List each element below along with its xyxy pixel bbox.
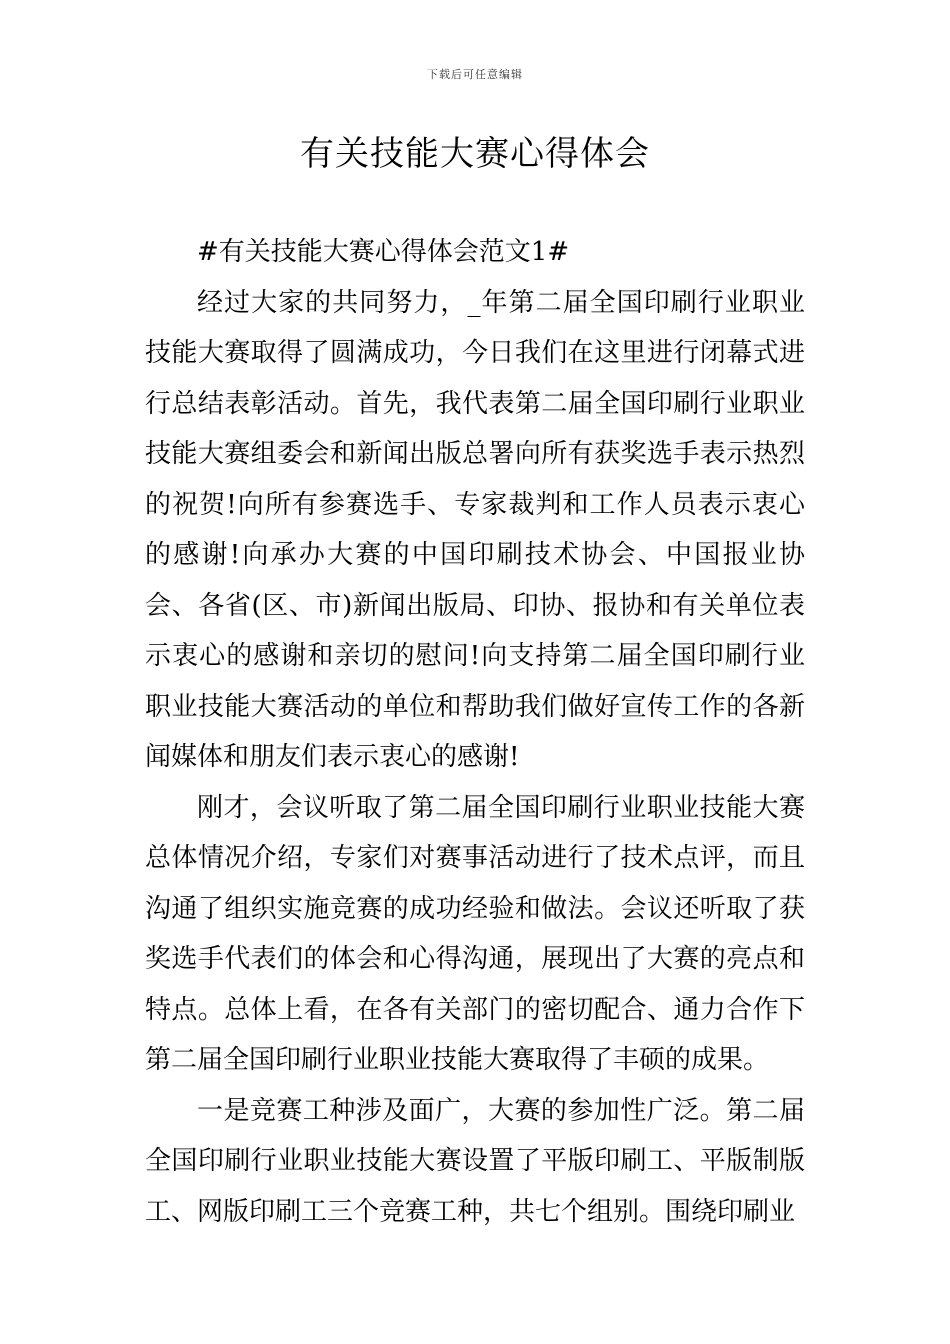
header-note: 下载后可任意编辑 xyxy=(427,68,523,81)
paragraph: 一是竞赛工种涉及面广，大赛的参加性广泛。第二届全国印刷行业职业技能大赛设置了平版印刷工、平版制版工、网版印刷工三个竞赛工种，共七个组别。围绕印刷业 xyxy=(145,1095,805,1227)
paragraph-subtitle: #有关技能大赛心得体会范文1# xyxy=(197,237,570,267)
document-title: 有关技能大赛心得体会 xyxy=(300,134,650,174)
document-body xyxy=(145,227,805,1237)
paragraph: 经过大家的共同努力，_年第二届全国印刷行业职业技能大赛取得了圆满成功，今日我们在这里进行闭幕式进行总结表彰活动。首先，我代表第二届全国印刷行业职业技能大赛组委会和新闻出版总署向所有获奖选手表示热烈的祝贺!向所有参赛选手、专家裁判和工作人员表示衷心的感谢!向承办大赛的中国印刷技术协会、中国报业协会、各省(区、市)新闻出版局、印协、报协和有关单位表示衷心的感谢和亲切的慰问!向支持第二届全国印刷行业职业技能大赛活动的单位和帮助我们做好宣传工作的各新闻媒体和朋友们表示衷心的感谢! xyxy=(145,287,805,772)
paragraph: 刚才，会议听取了第二届全国印刷行业职业技能大赛总体情况介绍，专家们对赛事活动进行了技术点评，而且沟通了组织实施竞赛的成功经验和做法。会议还听取了获奖选手代表们的体会和心得沟通，展现出了大赛的亮点和特点。总体上看，在各有关部门的密切配合、通力合作下第二届全国印刷行业职业技能大赛取得了丰硕的成果。 xyxy=(145,792,805,1075)
